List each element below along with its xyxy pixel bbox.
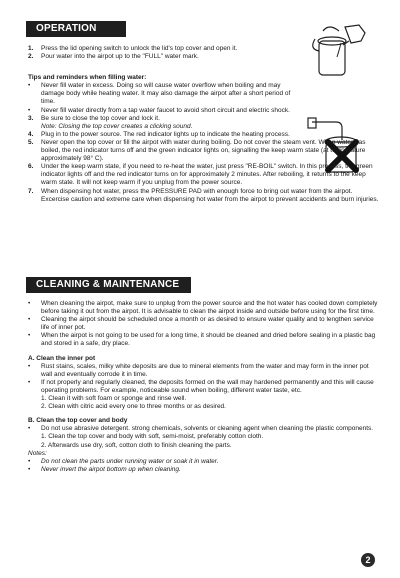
step-1: 1. Press the lid opening switch to unlock the lid's top cover and open it. [28, 45, 238, 52]
step-7: 7. When dispensing hot water, press the PRESSURE PAD with enough force to bring out water from the airpot. Excercise caution and extreme care when dispensing hot water from the airpot to prevent accidents and burn injuries. [28, 187, 379, 203]
step-6: 6. Under the keep warm state, if you need to re-heat the water, just press "RE-BOIL" switch. In this process, the green indicator lights off and the red indicator turns on for approximately 2 minutes. After reboiling, it returns to the keep warm state. It will not keep warm if you unplug from the power source. [28, 163, 373, 187]
section-b-step: 1. Clean the top cover and body with soft, semi-moist, preferably cotton cloth. [41, 433, 264, 441]
operation-content [28, 45, 380, 204]
operation-heading: OPERATION [26, 21, 126, 37]
tip-item: • Never fill water directly from a tap water faucet to avoid short circuit and electric shock. [28, 106, 290, 114]
cleaning-bullet: • When cleaning the airpot, make sure to unplug from the power source and the hot water has cooled down completely before taking it out from the airpot. It is advisable to clean the airpot inside and outside before using for the first time. [28, 300, 378, 316]
cleaning-heading: CLEANING & MAINTENANCE [26, 277, 191, 293]
section-a-step: 2. Clean with citric acid every one to three months or as desired. [41, 403, 226, 411]
step-3-note: Note: Closing the top cover creates a clicking sound. [41, 122, 193, 130]
page-number: 2 [361, 553, 375, 567]
step-4: 4. Plug in to the power source. The red indicator lights up to indicate the heating process. [28, 130, 290, 138]
section-b-step: 2. Afterwards use dry, soft, cotton cloth to finish cleaning the parts. [41, 441, 232, 449]
cleaning-bullet: • When the airpot is not going to be used for a long time, it should be cleaned and dried before sealing in a plastic bag and stored in a safe, dry place. [28, 332, 376, 348]
step-3: 3. Be sure to close the top cover and lock it. [28, 114, 160, 122]
note-item: • Never invert the airpot bottom up when cleaning. [28, 465, 181, 473]
step-2: 2. Pour water into the airpot up to the "FULL" water mark. [28, 53, 199, 61]
section-a-heading: A. Clean the inner pot [28, 354, 96, 362]
section-a-bullet: • If not properly and regularly cleaned, the deposits formed on the wall may hardened permanently and this will cause operating problems. For example, noticeable sound when boiling, different water taste, etc. [28, 378, 374, 394]
section-a-step: 1. Clean it with soft foam or sponge and rinse well. [41, 395, 187, 403]
tips-heading: Tips and reminders when filling water: [28, 74, 147, 82]
tip-item: • Never fill water in excess. Doing so will cause water overflow when boiling and may damage body while heating water. It may also damage the airpot after a short period of time. [28, 82, 291, 106]
section-b-bullet: • Do not use abrasive detergent. strong chemicals, solvents or cleaning agent when cleaning the plastic components. [28, 425, 374, 433]
cleaning-content [28, 300, 380, 474]
section-b-heading: B. Clean the top cover and body [28, 417, 128, 425]
section-a-bullet: • Rust stains, scales, milky white deposits are due to mineral elements from the water and may form in the inner pot wall and eventually corrode it in time. [28, 362, 369, 378]
cleaning-bullet: • Cleaning the airpot should be scheduled once a month or as desired to ensure water quality and to lengthen service life of inner pot. [28, 316, 374, 332]
note-item: • Do not clean the parts under running water or soak it in water. [28, 457, 219, 465]
notes-heading: Notes: [28, 449, 47, 457]
step-5: 5. Never open the top cover or fill the airpot with water during boiling. Do not cover the steam vent. When water has boiled, the red indicator turns off and the green indicator lights on, signalling the keep warm state (at temperature approximately 98° C). [28, 138, 366, 163]
